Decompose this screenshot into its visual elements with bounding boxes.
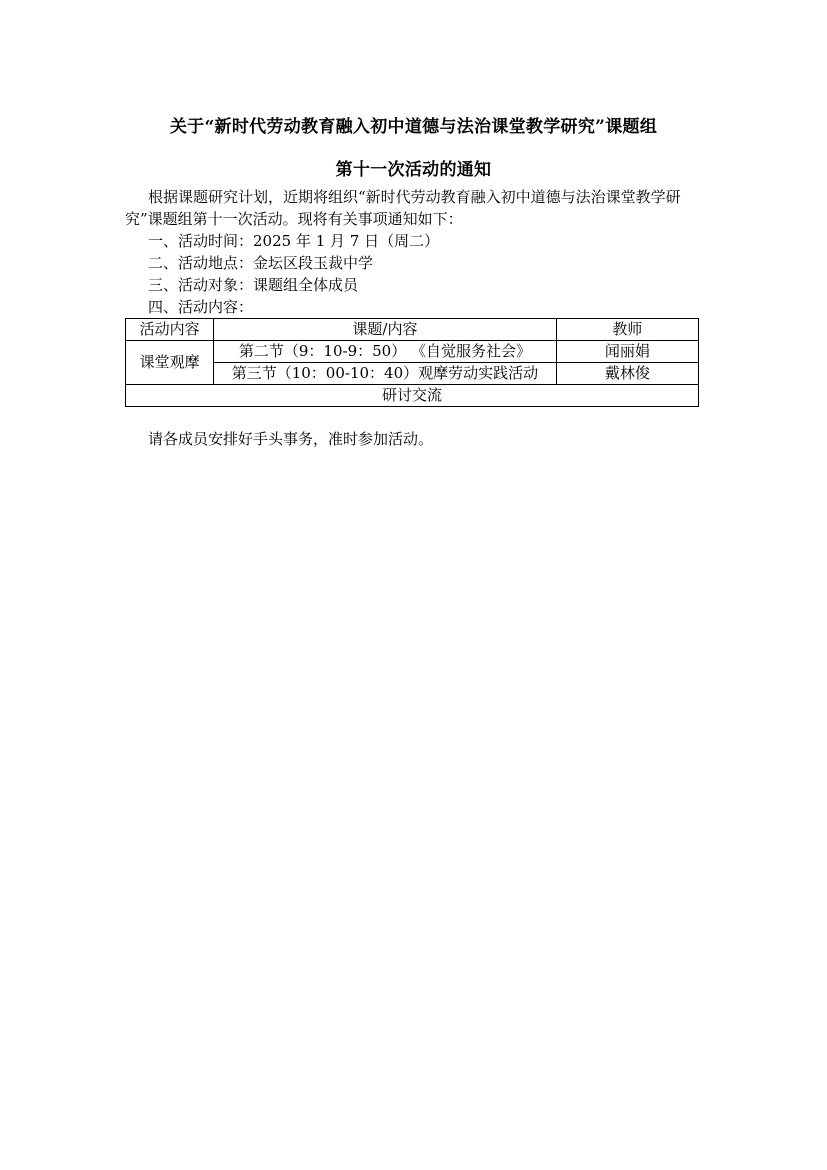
item-activity-content: 四、活动内容：	[148, 298, 254, 316]
table-row	[126, 341, 699, 363]
table-header-row	[126, 319, 699, 341]
teacher-cell: 戴林俊	[556, 363, 698, 385]
discussion-cell: 研讨交流	[126, 385, 699, 407]
teacher-cell: 闻丽娟	[556, 341, 698, 363]
group-label-cell: 课堂观摩	[126, 341, 214, 385]
notice-title-line-2: 第十一次活动的通知	[335, 160, 492, 180]
item-activity-location: 二、活动地点：金坛区段玉裁中学	[148, 254, 374, 272]
table-footer-row	[126, 385, 699, 407]
notice-title-line-1: 关于“新时代劳动教育融入初中道德与法治课堂教学研究”课题组	[169, 117, 658, 137]
item-activity-participants: 三、活动对象：课题组全体成员	[148, 276, 359, 294]
schedule-table	[125, 318, 699, 407]
topic-cell: 第三节（10：00-10：40）观摩劳动实践活动	[214, 363, 557, 385]
intro-paragraph: 根据课题研究计划，近期将组织“新时代劳动教育融入初中道德与法治课堂教学研究”课题组第十一次活动。现将有关事项通知如下：	[125, 188, 681, 228]
header-activity: 活动内容	[126, 319, 214, 341]
topic-cell: 第二节（9：10-9：50） 《自觉服务社会》	[214, 341, 557, 363]
header-teacher: 教师	[556, 319, 698, 341]
header-topic: 课题/内容	[214, 319, 557, 341]
item-activity-time: 一、活动时间：2025 年 1 月 7 日（周二）	[148, 232, 440, 250]
closing-paragraph: 请各成员安排好手头事务，准时参加活动。	[148, 430, 434, 448]
